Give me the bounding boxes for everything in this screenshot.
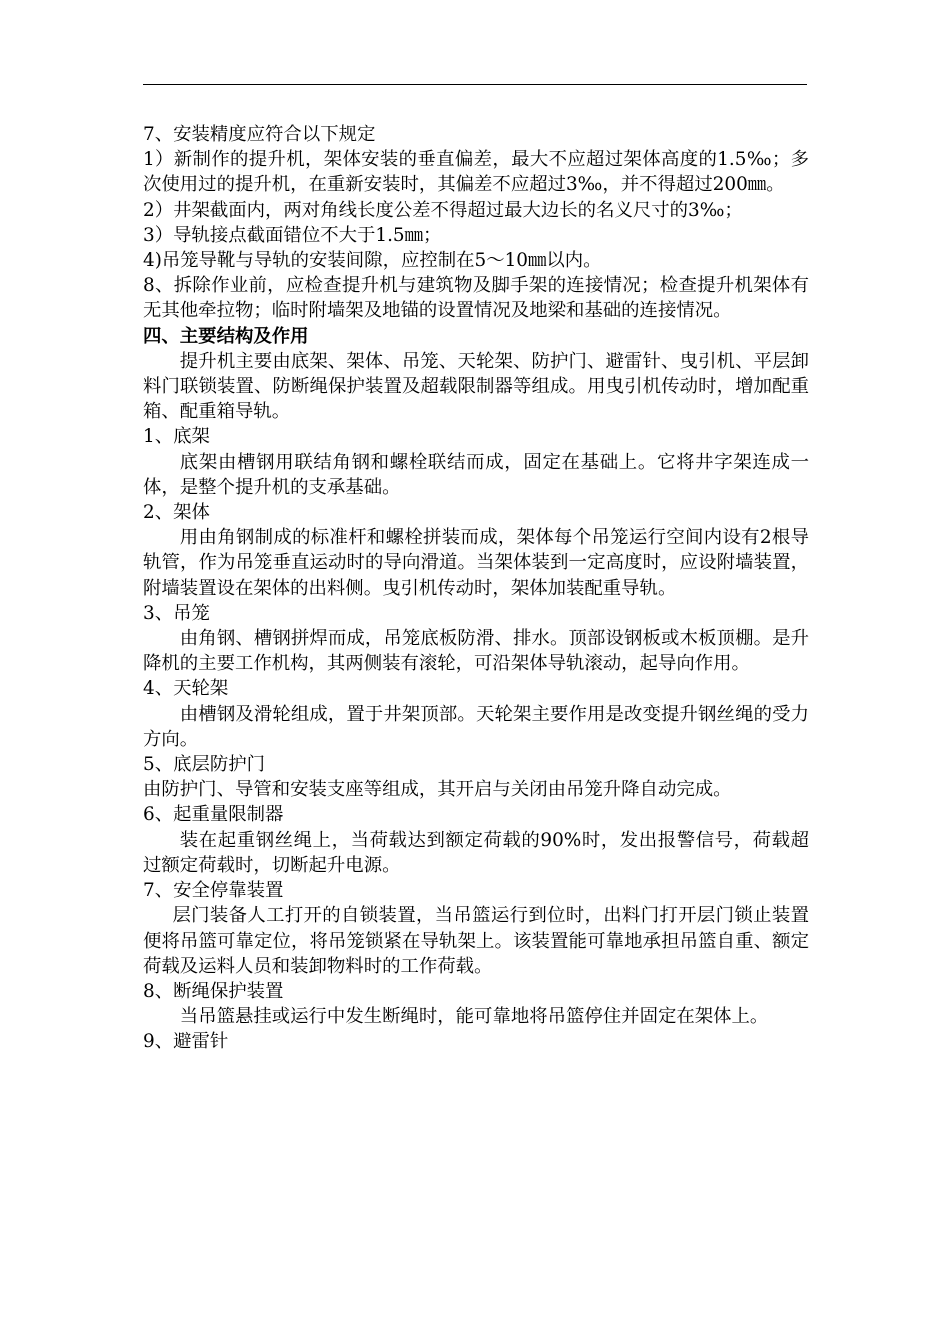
- item-4-title: 4、天轮架: [143, 678, 229, 700]
- item-7-body: 层门装备人工打开的自锁装置，当吊篮运行到位时，出料门打开层门锁止装置便将吊篮可靠定位，将吊笼锁紧在导轨架上。该装置能可靠地承担吊篮自重、额定荷载及运料人员和装卸物料时的工作荷载。: [143, 905, 809, 977]
- chapter-4-heading: 四、主要结构及作用: [143, 325, 309, 347]
- item-7-title: 7、安全停靠装置: [143, 880, 284, 902]
- item-8-title: 8、断绳保护装置: [143, 980, 284, 1002]
- item-5-body: 由防护门、导管和安装支座等组成，其开启与关闭由吊笼升降自动完成。: [143, 779, 732, 801]
- section-8-paragraph: 8、拆除作业前，应检查提升机与建筑物及脚手架的连接情况；检查提升机架体有无其他牵拉物；临时附墙架及地锚的设置情况及地梁和基础的连接情况。: [143, 275, 809, 322]
- item-6-body: 装在起重钢丝绳上，当荷载达到额定荷载的90%时，发出报警信号，荷载超过额定荷载时，切断起升电源。: [143, 829, 809, 876]
- item-3-title: 3、吊笼: [143, 602, 210, 624]
- chapter-4-intro: 提升机主要由底架、架体、吊笼、天轮架、防护门、避雷针、曳引机、平层卸料门联锁装置、防断绳保护装置及超载限制器等组成。用曳引机传动时，增加配重箱、配重箱导轨。: [143, 350, 809, 423]
- item-1-title: 1、底架: [143, 426, 210, 448]
- precision-item-1: 1）新制作的提升机，架体安装的垂直偏差，最大不应超过架体高度的1.5‰；多次使用过的提升机，在重新安装时，其偏差不应超过3‰，并不得超过200㎜。: [143, 149, 809, 196]
- document-body: [143, 122, 809, 1055]
- item-2-title: 2、架体: [143, 502, 210, 524]
- precision-item-4: 4)吊笼导靴与导轨的安装间隙，应控制在5～10㎜以内。: [143, 250, 602, 272]
- precision-item-3: 3）导轨接点截面错位不大于1.5㎜；: [143, 224, 442, 246]
- item-8-body: 当吊篮悬挂或运行中发生断绳时，能可靠地将吊篮停住并固定在架体上。: [179, 1006, 769, 1028]
- item-5-title: 5、底层防护门: [143, 754, 266, 776]
- section-7-heading: 7、安装精度应符合以下规定: [143, 124, 376, 145]
- item-2-body: 用由角钢制成的标准杆和螺栓拼装而成，架体每个吊笼运行空间内设有2根导轨管，作为吊笼垂直运动时的导向滑道。当架体装到一定高度时，应设附墙装置，附墙装置设在架体的出料侧。曳引机传动时，架体加装配重导轨。: [143, 527, 809, 599]
- item-3-body: 由角钢、槽钢拼焊而成，吊笼底板防滑、排水。顶部设钢板或木板顶棚。是升降机的主要工作机构，其两侧装有滚轮，可沿架体导轨滚动，起导向作用。: [143, 628, 809, 675]
- precision-item-2: 2）井架截面内，两对角线长度公差不得超过最大边长的名义尺寸的3‰；: [143, 199, 743, 221]
- item-4-body: 由槽钢及滑轮组成，置于井架顶部。天轮架主要作用是改变提升钢丝绳的受力方向。: [143, 703, 809, 750]
- header-rule: [143, 84, 807, 85]
- item-6-title: 6、起重量限制器: [143, 804, 284, 826]
- item-9-title: 9、避雷针: [143, 1031, 229, 1053]
- item-1-body: 底架由槽钢用联结角钢和螺栓联结而成，固定在基础上。它将井字架连成一体，是整个提升机的支承基础。: [143, 451, 809, 498]
